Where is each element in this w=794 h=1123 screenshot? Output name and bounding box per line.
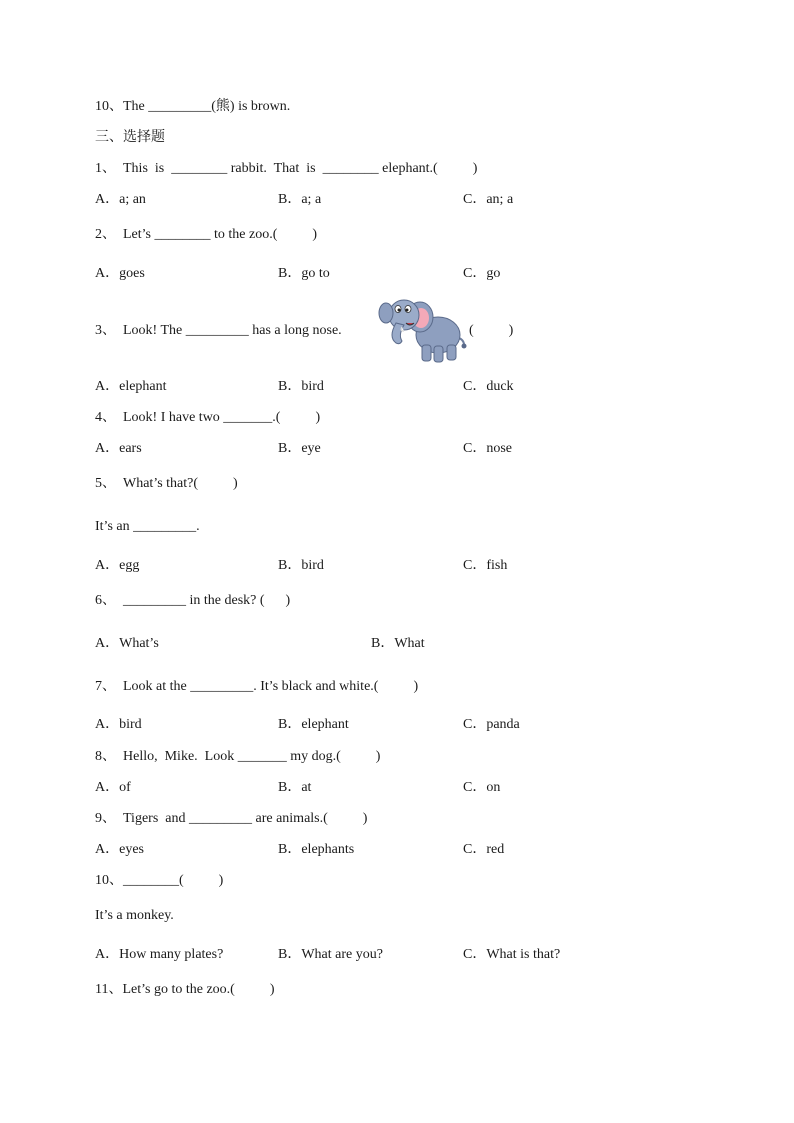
question-1-option-b[interactable]: B．a; a (278, 192, 322, 207)
question-9-stem: 9、 Tigers and _________ are animals.( ) (95, 811, 368, 826)
question-10-option-a[interactable]: A．How many plates? (95, 947, 224, 962)
question-8-option-b[interactable]: B．at (278, 780, 312, 795)
question-5-option-c[interactable]: C．fish (463, 558, 508, 573)
question-6-option-a[interactable]: A．What’s (95, 636, 159, 651)
question-10-subline: It’s a monkey. (95, 908, 174, 923)
question-3-answer-paren: ( ) (469, 323, 514, 338)
question-5-option-b[interactable]: B．bird (278, 558, 324, 573)
question-10-stem: 10、________( ) (95, 873, 224, 888)
elephant-illustration (376, 293, 470, 365)
question-9-option-b[interactable]: B．elephants (278, 842, 355, 857)
question-4-option-c[interactable]: C．nose (463, 441, 512, 456)
question-3-option-a[interactable]: A．elephant (95, 379, 167, 394)
question-7-stem: 7、 Look at the _________. It’s black and white.( ) (95, 679, 419, 694)
question-10-previous: 10、The _________(熊) is brown. (95, 99, 291, 114)
question-8-option-a[interactable]: A．of (95, 780, 131, 795)
question-9-option-a[interactable]: A．eyes (95, 842, 144, 857)
question-10-option-c[interactable]: C．What is that? (463, 947, 561, 962)
question-8-stem: 8、 Hello, Mike. Look _______ my dog.( ) (95, 749, 381, 764)
question-2-option-a[interactable]: A．goes (95, 266, 145, 281)
section-title: 三、选择题 (95, 129, 165, 145)
question-1-stem: 1、 This is ________ rabbit. That is ________ elephant.( ) (95, 161, 478, 176)
question-1-option-a[interactable]: A．a; an (95, 192, 146, 207)
question-6-stem: 6、 _________ in the desk? ( ) (95, 593, 291, 608)
question-5-stem: 5、 What’s that?( ) (95, 476, 238, 491)
question-2-option-b[interactable]: B．go to (278, 266, 330, 281)
question-4-stem: 4、 Look! I have two _______.( ) (95, 410, 321, 425)
question-9-option-c[interactable]: C．red (463, 842, 505, 857)
question-3-stem: 3、 Look! The _________ has a long nose. (95, 323, 342, 338)
question-6-option-b[interactable]: B．What (371, 636, 425, 651)
question-7-option-a[interactable]: A．bird (95, 717, 142, 732)
question-3-option-b[interactable]: B．bird (278, 379, 324, 394)
question-11-stem: 11、Let’s go to the zoo.( ) (95, 982, 275, 997)
question-2-stem: 2、 Let’s ________ to the zoo.( ) (95, 227, 318, 242)
question-7-option-b[interactable]: B．elephant (278, 717, 349, 732)
question-1-option-c[interactable]: C．an; a (463, 192, 514, 207)
question-8-option-c[interactable]: C．on (463, 780, 501, 795)
question-10-option-b[interactable]: B．What are you? (278, 947, 383, 962)
question-3-option-c[interactable]: C．duck (463, 379, 514, 394)
question-4-option-a[interactable]: A．ears (95, 441, 142, 456)
question-5-subline: It’s an _________. (95, 519, 200, 534)
question-7-option-c[interactable]: C．panda (463, 717, 520, 732)
question-4-option-b[interactable]: B．eye (278, 441, 321, 456)
question-5-option-a[interactable]: A．egg (95, 558, 140, 573)
question-2-option-c[interactable]: C．go (463, 266, 501, 281)
